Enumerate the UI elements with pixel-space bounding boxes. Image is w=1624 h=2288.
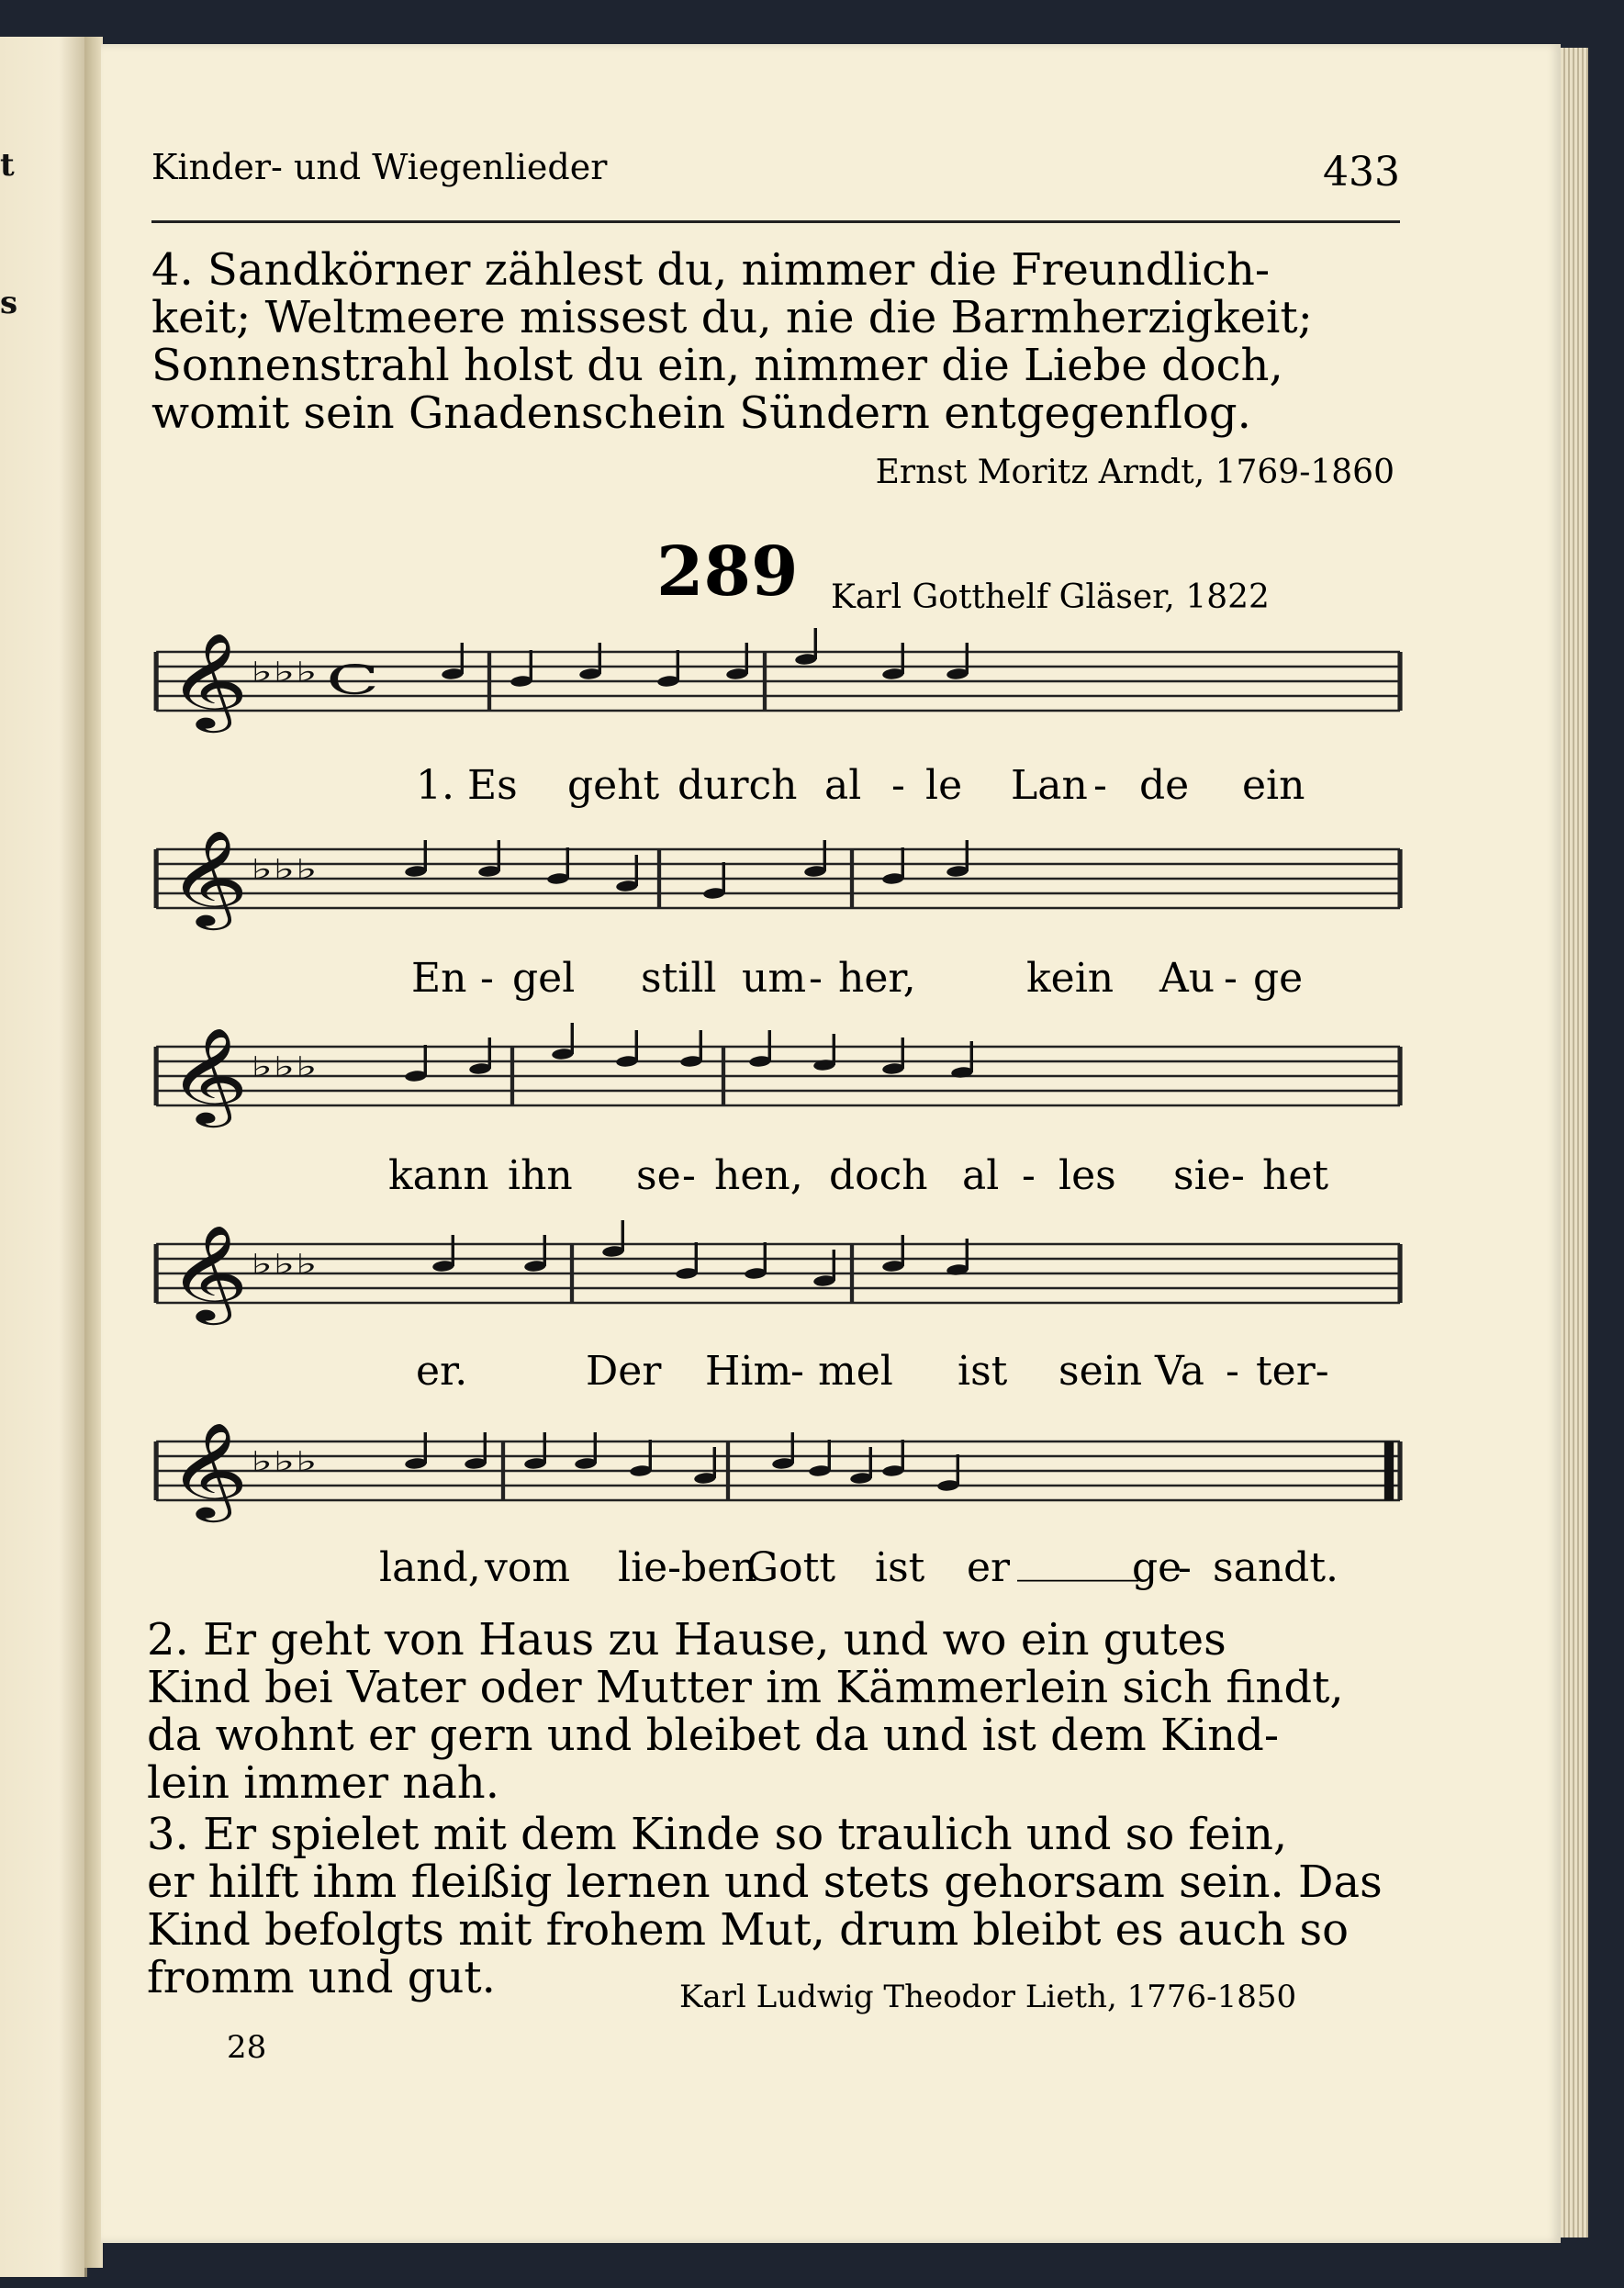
lyric-syllable: ihn [508, 1152, 573, 1199]
lyric-syllable: hen, [714, 1152, 803, 1199]
staff-svg [140, 1423, 1624, 1524]
staff-svg [140, 831, 1624, 932]
lyric-syllable: um [742, 955, 807, 1002]
music-staff [140, 1028, 1400, 1129]
lyric-syllable: kann [388, 1152, 489, 1199]
stanza-3-author: Karl Ludwig Theodor Lieth, 1776-1850 [679, 1979, 1297, 2015]
time-signature-common: C [326, 656, 380, 704]
lyric-line [140, 1348, 1400, 1399]
lyric-syllable: - [1178, 1544, 1192, 1591]
lyric-syllable: gel [512, 955, 576, 1002]
lyric-syllable: - [1226, 1348, 1239, 1395]
running-header [151, 147, 1400, 223]
lyric-syllable: - [1224, 955, 1238, 1002]
lyric-syllable: Lan [1011, 762, 1088, 809]
stanza-3 [147, 1811, 1395, 2002]
stanza-line: lein immer nah. [147, 1757, 499, 1809]
section-title: Kinder- und Wiegenlieder [151, 147, 608, 187]
lyric-syllable: - [682, 1152, 696, 1199]
lyric-syllable: vom [485, 1544, 571, 1591]
lyric-syllable: al [962, 1152, 1000, 1199]
lyric-syllable: sie [1173, 1152, 1231, 1199]
treble-clef-icon: 𝄞 [165, 829, 250, 926]
key-signature-flats: ♭♭♭ [251, 853, 318, 886]
key-signature-flats: ♭♭♭ [251, 656, 318, 689]
lyric-syllable: er [967, 1544, 1011, 1591]
stanza-line: 2. Er geht von Haus zu Hause, und wo ein gutes [147, 1614, 1226, 1666]
lyric-syllable: er. [416, 1348, 468, 1395]
stanza-line: Kind bei Vater oder Mutter im Kämmerlein sich findt, [147, 1662, 1344, 1713]
lyric-syllable: kein [1026, 955, 1114, 1002]
lyric-syllable: ge [1253, 955, 1304, 1002]
key-signature-flats: ♭♭♭ [251, 1050, 318, 1083]
stanza-line: 3. Er spielet mit dem Kinde so traulich und so fein, [147, 1809, 1288, 1860]
staff-svg [140, 1226, 1624, 1327]
lyric-syllable: - [891, 762, 905, 809]
left-page-fragment: t [0, 147, 15, 184]
music-staff [140, 634, 1400, 735]
page-edges [1561, 48, 1588, 2238]
lyric-syllable: mel [818, 1348, 893, 1395]
lyric-syllable: geht [567, 762, 660, 809]
lyric-syllable: - [480, 955, 494, 1002]
stanza-4-author: Ernst Moritz Arndt, 1769-1860 [875, 454, 1394, 491]
staff-svg [140, 1028, 1624, 1129]
lyric-syllable: still [641, 955, 717, 1002]
lyric-syllable: ein [1242, 762, 1305, 809]
stanza-line: er hilft ihm fleißig lernen und stets gehorsam sein. Das [147, 1856, 1383, 1908]
treble-clef-icon: 𝄞 [165, 1224, 250, 1321]
stanza-line: Kind befolgts mit frohem Mut, drum bleibt es auch so [147, 1904, 1350, 1956]
lyric-syllable: ter- [1256, 1348, 1329, 1395]
staff-svg [140, 634, 1624, 735]
lyric-syllable: - [809, 955, 823, 1002]
hymn-number: 289 [656, 533, 799, 611]
lyric-syllable: Him [705, 1348, 792, 1395]
treble-clef-icon: 𝄞 [165, 632, 250, 729]
lyric-syllable: her, [838, 955, 916, 1002]
music-staff [140, 1423, 1400, 1524]
lyric-syllable: durch [678, 762, 798, 809]
stanza-line: fromm und gut. [147, 1952, 496, 2003]
left-page-edge [0, 37, 87, 2277]
left-page-fragment: s [0, 285, 18, 321]
lyric-syllable: ist [958, 1348, 1008, 1395]
lyric-syllable: les [1058, 1152, 1116, 1199]
lyric-syllable: Va [1155, 1348, 1204, 1395]
melisma-line: ______ [1017, 1535, 1138, 1582]
key-signature-flats: ♭♭♭ [251, 1248, 318, 1281]
lyric-syllable: lie-ben [618, 1544, 757, 1591]
lyric-line [140, 1535, 1400, 1596]
lyric-syllable: het [1262, 1152, 1329, 1199]
lyric-syllable: - [1231, 1152, 1245, 1199]
lyric-syllable: Gott [746, 1544, 836, 1591]
lyric-syllable: 1. Es [416, 762, 518, 809]
hymn-composer: Karl Gotthelf Gläser, 1822 [831, 578, 1270, 616]
stanza-line: Sonnenstrahl holst du ein, nimmer die Liebe doch, [151, 340, 1283, 391]
lyric-syllable: land, [379, 1544, 481, 1591]
treble-clef-icon: 𝄞 [165, 1421, 250, 1519]
key-signature-flats: ♭♭♭ [251, 1445, 318, 1478]
stanza-line: keit; Weltmeere missest du, nie die Barmherzigkeit; [151, 292, 1313, 343]
lyric-syllable: al [824, 762, 862, 809]
lyric-line [140, 1152, 1400, 1204]
music-staff [140, 831, 1400, 932]
lyric-syllable: - [1022, 1152, 1036, 1199]
page-number: 433 [1323, 149, 1400, 196]
lyric-syllable: de [1139, 762, 1190, 809]
lyric-syllable: doch [829, 1152, 928, 1199]
lyric-syllable: sandt. [1213, 1544, 1338, 1591]
stanza-2 [147, 1616, 1395, 1807]
stanza-line: womit sein Gnadenschein Sündern entgegenflog. [151, 387, 1251, 439]
lyric-syllable: ge [1132, 1544, 1182, 1591]
lyric-line [140, 762, 1400, 813]
lyric-syllable: Au [1159, 955, 1215, 1002]
stanza-line: 4. Sandkörner zählest du, nimmer die Freundlich- [151, 244, 1271, 296]
stanza-line: da wohnt er gern und bleibet da und ist dem Kind- [147, 1710, 1280, 1761]
music-staff [140, 1226, 1400, 1327]
lyric-syllable: - [1093, 762, 1107, 809]
lyric-syllable: ist [875, 1544, 925, 1591]
signature-number: 28 [227, 2029, 267, 2066]
treble-clef-icon: 𝄞 [165, 1026, 250, 1124]
lyric-syllable: sein [1058, 1348, 1143, 1395]
book-gutter [84, 37, 103, 2268]
lyric-syllable: Der [586, 1348, 662, 1395]
lyric-syllable: - [790, 1348, 804, 1395]
lyric-syllable: le [925, 762, 963, 809]
lyric-syllable: En [411, 955, 467, 1002]
lyric-line [140, 955, 1400, 1006]
stanza-4 [151, 246, 1405, 437]
lyric-syllable: se [636, 1152, 681, 1199]
